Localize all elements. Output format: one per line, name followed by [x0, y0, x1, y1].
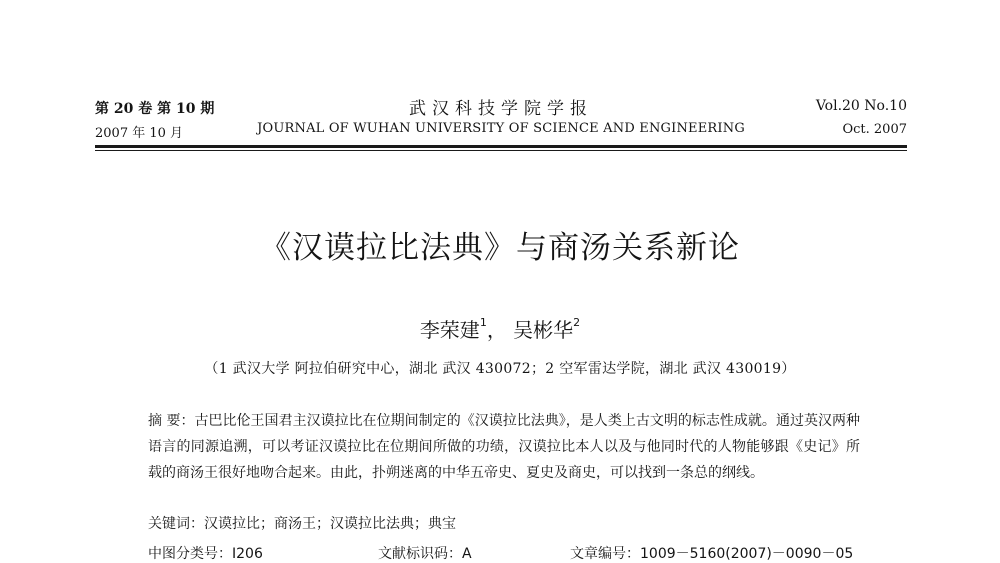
date-en: Oct. 2007 [842, 122, 907, 137]
document-code: 文献标识码：A [378, 546, 472, 562]
affiliations: （1 武汉大学 阿拉伯研究中心，湖北 武汉 430072；2 空军雷达学院，湖北 武汉 430019） [204, 361, 796, 377]
author-affiliation-mark: 1 [479, 316, 487, 330]
running-header [95, 96, 907, 144]
keywords-text: 汉谟拉比；商汤王；汉谟拉比法典；典宝 [204, 516, 456, 532]
journal-name-en: JOURNAL OF WUHAN UNIVERSITY OF SCIENCE AND ENGINEERING [257, 121, 745, 136]
volume-issue-en: Vol.20 No.10 [815, 98, 907, 114]
author-separator: ， [486, 318, 507, 342]
header-rule-thick [95, 145, 907, 148]
volume-issue-cn: 第 20 卷 第 10 期 [95, 101, 215, 117]
journal-name-cn: 武汉科技学院学报 [409, 99, 593, 119]
keywords-label: 关键词： [148, 516, 204, 532]
abstract-label: 摘 要： [148, 413, 195, 429]
date-cn: 2007 年 10 月 [95, 126, 184, 141]
clc-number: 中图分类号：I206 [148, 546, 263, 562]
author-name: 吴彬华 [513, 318, 574, 342]
abstract [148, 408, 860, 486]
header-rule-thin [95, 150, 907, 151]
article-number: 文章编号：1009－5160(2007)－0090－05 [570, 546, 854, 562]
abstract-text: 古巴比伦王国君主汉谟拉比在位期间制定的《汉谟拉比法典》，是人类上古文明的标志性成就。通过英汉两种语言的同源追溯，可以考证汉谟拉比在位期间所做的功绩，汉谟拉比本人以及与他同时代的人物能够跟《史记》所载的商汤王很好地吻合起来。由此，扑朔迷离的中华五帝史、夏史及商史，可以找到一条总的纲线。 [148, 413, 861, 481]
author-line [0, 314, 1000, 343]
keywords [148, 513, 456, 533]
author-name: 李荣建 [419, 318, 480, 342]
classification-line [148, 543, 860, 563]
author-affiliation-mark: 2 [573, 316, 581, 330]
paper-title: 《汉谟拉比法典》与商汤关系新论 [260, 230, 740, 266]
